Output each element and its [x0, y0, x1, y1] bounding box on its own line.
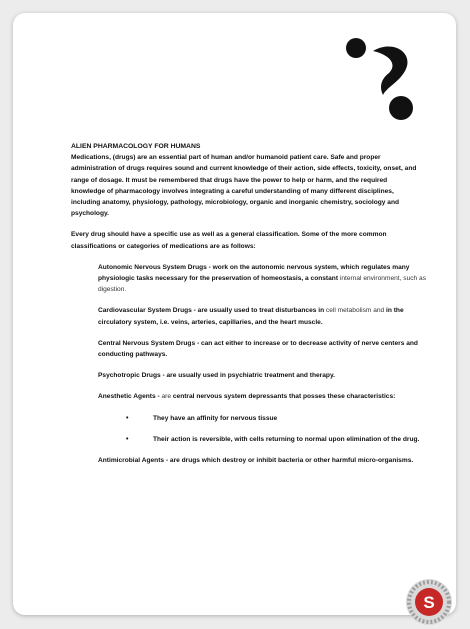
bullet-icon: • — [126, 414, 129, 422]
category-central-nervous: Central Nervous System Drugs - can act either to increase or to decrease activity of nerve centers and conducting pathways. — [98, 339, 418, 359]
bullet-item — [126, 413, 431, 424]
bullet-icon: • — [126, 435, 129, 443]
category-cardiovascular: Cardiovascular System Drugs - are usually used to treat disturbances in cell metabolism and in the circulatory system, i.e. veins, arteries, capillaries, and the heart muscle. — [98, 307, 404, 326]
category-psychotropic: Psychotropic Drugs - are usually used in psychiatric treatment and therapy. — [98, 372, 335, 380]
document-title: ALIEN PHARMACOLOGY FOR HUMANS — [71, 143, 201, 150]
watermark-badge-icon[interactable] — [404, 577, 454, 627]
document-page — [13, 13, 456, 615]
category-autonomic: Autonomic Nervous System Drugs - work on the autonomic nervous system, which regulates many physiologic tasks necessary for the preservation of homeostasis, a constant internal environment, such as digestion. — [98, 263, 426, 294]
document-body — [71, 141, 426, 466]
category-antimicrobial: Antimicrobial Agents - are drugs which destroy or inhibit bacteria or other harmful micro-organisms. — [98, 457, 414, 465]
bullet-text: They have an affinity for nervous tissue — [153, 414, 278, 422]
classification-paragraph: Every drug should have a specific use as well as a general classification. Some of the more common classifications or categories of medications are as follows: — [71, 231, 387, 250]
bullet-item — [126, 434, 431, 445]
bullet-text: Their action is reversible, with cells returning to normal upon elimination of the drug. — [153, 435, 420, 443]
alien-logo-icon — [343, 37, 423, 127]
badge-letter: S — [423, 593, 435, 612]
category-anesthetic: Anesthetic Agents - are central nervous system depressants that posses these characteristics: — [98, 393, 396, 401]
intro-paragraph: Medications, (drugs) are an essential part of human and/or humanoid patient care. Safe and proper administration of drugs requires sound and current knowledge of their action, side effects, toxicity, onset, and range of dosage. It must be remembered that drugs have the power to help or harm, and the required knowledge of pharmacology involves integrating a careful understanding of many different disciplines, including anatomy, physiology, pathology, microbiology, organic and inorganic chemistry, sociology and psychology. — [71, 154, 417, 218]
